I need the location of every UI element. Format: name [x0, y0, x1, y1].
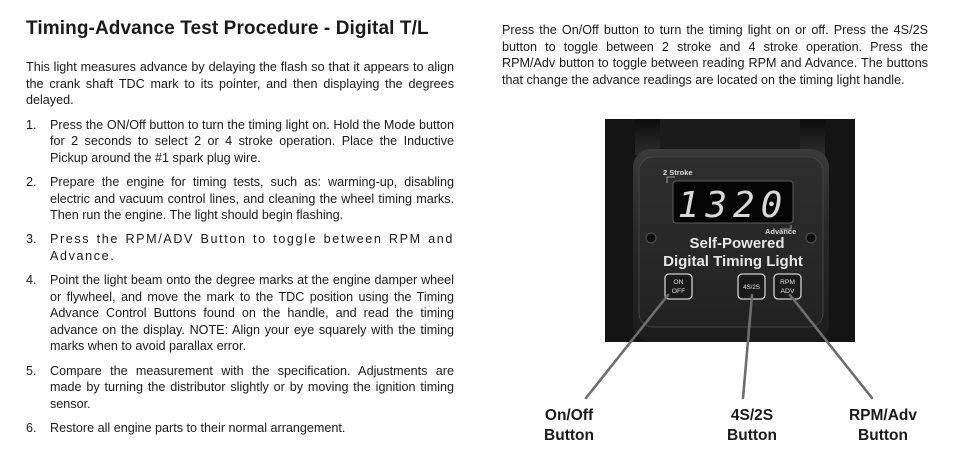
- caption-line: 4S/2S: [730, 407, 774, 424]
- caption-line: RPM/Adv: [848, 407, 918, 424]
- step-item: [26, 272, 454, 355]
- step-number: 4.: [26, 273, 37, 288]
- step-item: [26, 420, 454, 437]
- 4s2s-button-caption: [707, 406, 797, 446]
- stroke-label: 2 Stroke: [663, 168, 693, 177]
- display-readout: 1320: [677, 185, 789, 226]
- button-instructions-paragraph: Press the On/Off button to turn the timing light on or off. Press the 4S/2S button to toggle between 2 stroke and 4 stroke operation. Press the RPM/Adv button to toggle between reading RPM and Advance. The buttons that change the advance readings are located on the timing light handle.: [502, 23, 928, 87]
- rpm-button-label-1: RPM: [779, 279, 796, 286]
- step-number: 3.: [26, 232, 37, 247]
- page-title: Timing-Advance Test Procedure - Digital T/L: [26, 18, 429, 39]
- step-item: [26, 174, 454, 224]
- 4s2s-device-button: [738, 274, 765, 299]
- timing-light-illustration: [605, 119, 855, 342]
- screw-icon: [806, 233, 816, 243]
- timing-light-photo: [605, 119, 855, 342]
- step-number: 1.: [26, 117, 37, 132]
- rpm-adv-button-caption: [838, 406, 928, 446]
- left-column: [26, 18, 454, 444]
- rpm-adv-device-button: [774, 274, 801, 299]
- step-item: [26, 117, 454, 167]
- screw-icon: [646, 233, 656, 243]
- onoff-button-caption: [524, 406, 614, 446]
- step-number: 6.: [26, 420, 37, 435]
- caption-line: On/Off: [544, 407, 594, 424]
- rpm-button-label-2: ADV: [780, 288, 795, 295]
- onoff-button-label-1: ON: [673, 279, 684, 286]
- 4s2s-button-label: 4S/2S: [743, 284, 760, 291]
- caption-line: Button: [544, 427, 594, 444]
- onoff-device-button: [665, 274, 692, 299]
- step-text: Point the light beam onto the degree marks at the engine damper wheel or flywheel, and move the mark to the TDC position using the Timing Advance Control Buttons found on the handle, and read the timing advance on the display. NOTE: Align your eye squarely with the timing marks when to avoid parallax error.: [50, 273, 454, 354]
- brand-line-1: Self-Powered: [689, 235, 785, 252]
- caption-line: Button: [858, 427, 908, 444]
- step-item: [26, 231, 454, 264]
- procedure-steps: [26, 117, 454, 437]
- step-item: [26, 363, 454, 413]
- step-number: 2.: [26, 175, 37, 190]
- step-text: Press the ON/Off button to turn the timing light on. Hold the Mode button for 2 seconds to select 2 or 4 stroke operation. Place the Inductive Pickup around the #1 spark plug wire.: [50, 117, 454, 165]
- onoff-button-label-2: OFF: [671, 288, 686, 295]
- caption-line: Button: [727, 427, 777, 444]
- step-text: Press the RPM/ADV Button to toggle between RPM and Advance.: [50, 232, 454, 263]
- step-number: 5.: [26, 363, 37, 378]
- step-text: Prepare the engine for timing tests, such as: warming-up, disabling electric and vacuum control lines, and cleaning the wheel timing marks. Then run the engine. The light should begin flashing.: [50, 175, 454, 223]
- right-column: [502, 22, 928, 88]
- brand-line-2: Digital Timing Light: [663, 253, 803, 270]
- step-text: Compare the measurement with the specification. Adjustments are made by turning the distributor slightly or by moving the ignition timing sensor.: [50, 363, 454, 411]
- intro-paragraph: This light measures advance by delaying the flash so that it appears to align the crank shaft TDC mark to its pointer, and then displaying the degrees delayed.: [26, 60, 454, 108]
- step-text: Restore all engine parts to their normal arrangement.: [50, 420, 346, 435]
- advance-label: Advance: [765, 227, 797, 236]
